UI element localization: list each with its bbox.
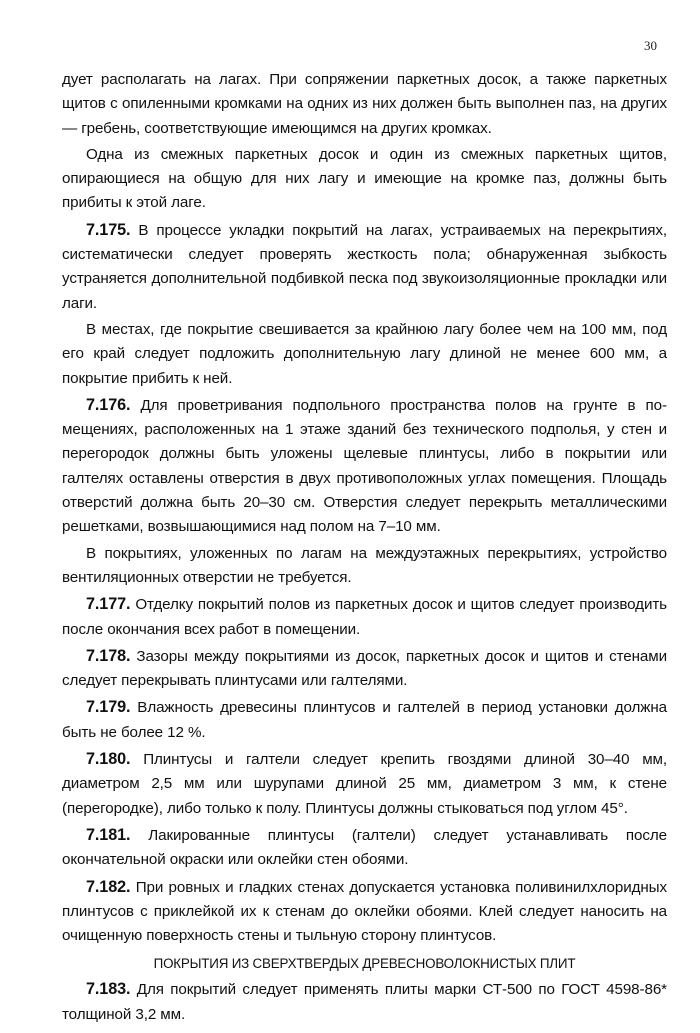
clause-7-181 xyxy=(62,823,667,873)
clause-number: 7.179. xyxy=(86,698,131,717)
clause-number: 7.175. xyxy=(86,220,131,239)
clause-7-182 xyxy=(62,875,667,949)
clause-number: 7.180. xyxy=(86,750,131,769)
paragraph-text: В процессе укладки покрытий на лагах, устраиваемых на перекрытиях, систематически следует проверять жесткость пола; обнаруженная зыбкость устраняется дополнительной подбивкой песка под звукоизоляционные прокладки или лаги. xyxy=(62,221,667,312)
paragraph-text: Для проветривания подпольного пространства полов на грунте в помещениях, расположенных на 1 этаже зданий без технического подполья, у стен и перегородок должны быть уложены щелевые плинтусы, либо в покрытии или галтелях оставлены отверстия в двух противоположных углах помещения. Площадь отверстий должна быть 20–30 см. Отверстия следует перекрыть металлическими решетками, возвышающимися над полом на 7–10 мм. xyxy=(62,396,667,536)
clause-7-183 xyxy=(62,977,667,1027)
paragraph xyxy=(62,542,667,591)
clause-number: 7.183. xyxy=(86,980,131,999)
paragraph-text: дует располагать на лагах. При сопряжении паркетных досок, а также паркетных щитов с опиленными кромками на одних из них должен быть выполнен паз, на других — гребень, соответствующие имеющимся на других кромках. xyxy=(62,71,667,137)
section-heading: ПОКРЫТИЯ ИЗ СВЕРХТВЕРДЫХ ДРЕВЕСНОВОЛОКНИСТЫХ ПЛИТ xyxy=(153,956,576,972)
clause-number: 7.176. xyxy=(86,395,131,414)
clause-number: 7.182. xyxy=(86,877,131,896)
paragraph-text: В покрытиях, уложенных по лагам на междуэтажных перекрытиях, устройство вентиляционных отверстии не требуется. xyxy=(62,544,667,586)
paragraph-text: При ровных и гладких стенах допускается установка поливинилхлоридных плинтусов с приклейкой их к стенам до оклейки обоями. Клей следует наносить на очищенную поверхность стены и тыльную сторону плинтусов. xyxy=(62,878,667,945)
clause-7-175 xyxy=(62,218,667,316)
clause-7-176 xyxy=(62,393,667,540)
paragraph-text: Отделку покрытий полов из паркетных досок и щитов следует производить после окончания всех работ в помещении. xyxy=(62,596,667,638)
paragraph-text: Зазоры между покрытиями из досок, паркетных досок и щитов и стенами следует перекрывать плинтусами или галтелями. xyxy=(62,647,667,690)
paragraph xyxy=(62,318,667,391)
clause-7-178 xyxy=(62,644,667,694)
clause-number: 7.178. xyxy=(86,646,131,665)
clause-number: 7.177. xyxy=(86,595,131,614)
paragraph-text: Для покрытий следует применять плиты марки СТ-500 по ГОСТ 4598-86* толщиной 3,2 мм. xyxy=(62,981,667,1023)
paragraph-text: Влажность древесины плинтусов и галтелей в период установки должна быть не более 12 %. xyxy=(62,699,667,741)
paragraph-text: Одна из смежных паркетных досок и один из смежных паркетных щитов, опирающиеся на общую для них лагу и имеющие на кромке паз, должны быть прибиты к этой лаге. xyxy=(62,145,667,212)
paragraph-continued xyxy=(62,68,667,141)
paragraph-text: Плинтусы и галтели следует крепить гвоздями длиной 30–40 мм, диаметром 2,5 мм или шурупами длиной 25 мм, диаметром 3 мм, к стене (перегородке), либо только к полу. Плинтусы должны стыковаться под углом 45°. xyxy=(62,751,667,817)
clause-7-180 xyxy=(62,747,667,821)
page-number: 30 xyxy=(644,38,657,53)
clause-number: 7.181. xyxy=(86,825,131,844)
document-body xyxy=(62,68,667,1029)
clause-7-177 xyxy=(62,592,667,642)
paragraph-text: Лакированные плинтусы (галтели) следует устанавливать после окончательной окраски или оклейки стен обоями. xyxy=(62,826,668,869)
clause-7-179 xyxy=(62,695,667,745)
paragraph-text: В местах, где покрытие свешивается за крайнюю лагу более чем на 100 мм, под его край следует подложить дополнительную лагу длиной не менее 600 мм, а покрытие прибить к ней. xyxy=(62,320,667,387)
paragraph xyxy=(62,143,667,216)
